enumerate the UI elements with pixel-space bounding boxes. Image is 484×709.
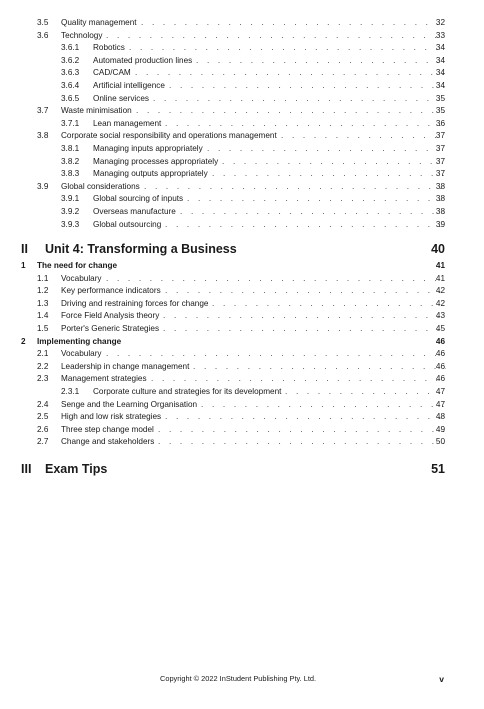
toc-entry-title: Senge and the Learning Organisation bbox=[61, 399, 198, 409]
toc-entry[interactable] bbox=[0, 411, 484, 424]
toc-entry-number: 3.8.3 bbox=[61, 169, 80, 179]
toc-entry[interactable] bbox=[0, 361, 484, 374]
toc-entry-page: 38 bbox=[435, 206, 445, 216]
dot-leader bbox=[222, 156, 446, 169]
dot-leader bbox=[193, 361, 446, 374]
toc-entry-page: 37 bbox=[435, 169, 445, 179]
toc-entry-number: 2 bbox=[21, 336, 26, 346]
toc-entry-page: 46 bbox=[435, 374, 445, 384]
toc-entry-title: Management strategies bbox=[61, 374, 147, 384]
toc-entry-title: CAD/CAM bbox=[93, 68, 131, 78]
toc-entry-title: Corporate social responsibility and operations management bbox=[61, 131, 277, 141]
toc-entry[interactable] bbox=[0, 105, 484, 118]
toc-entry-number: 3.8 bbox=[37, 131, 49, 141]
toc-entry[interactable] bbox=[0, 30, 484, 43]
toc-entry-number: 3.8.1 bbox=[61, 143, 80, 153]
toc-entry-number: 2.6 bbox=[37, 424, 49, 434]
toc-entry-title: Leadership in change management bbox=[61, 361, 190, 371]
toc-entry[interactable] bbox=[0, 181, 484, 194]
toc-entry-page: 36 bbox=[435, 118, 445, 128]
toc-entry-page: 35 bbox=[435, 106, 445, 116]
toc-entry-number: 2.3 bbox=[37, 374, 49, 384]
toc-entry-page: 42 bbox=[435, 298, 445, 308]
toc-entry-title: Online services bbox=[93, 93, 149, 103]
toc-entry-title: Three step change model bbox=[61, 424, 154, 434]
part-number: III bbox=[21, 462, 32, 476]
toc-entry-title: Global sourcing of inputs bbox=[93, 194, 184, 204]
toc-entry-number: 3.9.1 bbox=[61, 194, 80, 204]
toc-entry-number: 1.3 bbox=[37, 298, 49, 308]
toc-section-unit3 bbox=[0, 17, 484, 231]
toc-entry-title: Corporate culture and strategies for its development bbox=[93, 387, 282, 397]
toc-entry-page: 43 bbox=[435, 311, 445, 321]
dot-leader bbox=[141, 17, 446, 30]
toc-entry-number: 2.5 bbox=[37, 412, 49, 422]
toc-entry-number: 3.6.4 bbox=[61, 80, 80, 90]
toc-entry-page: 37 bbox=[435, 143, 445, 153]
toc-entry-page: 41 bbox=[435, 273, 445, 283]
dot-leader bbox=[207, 143, 446, 156]
toc-entry-title: Vocabulary bbox=[61, 349, 102, 359]
dot-leader bbox=[106, 30, 446, 43]
dot-leader bbox=[135, 67, 446, 80]
toc-entry-title: Vocabulary bbox=[61, 273, 102, 283]
copyright-notice: Copyright © 2022 InStudent Publishing Pty. Ltd. bbox=[160, 674, 317, 683]
dot-leader bbox=[212, 168, 446, 181]
toc-entry-page: 34 bbox=[435, 43, 445, 53]
toc-entry-page: 37 bbox=[435, 156, 445, 166]
toc-entry-page: 50 bbox=[435, 437, 445, 447]
toc-entry[interactable] bbox=[0, 42, 484, 55]
toc-entry-number: 1.5 bbox=[37, 324, 49, 334]
toc-entry[interactable] bbox=[0, 67, 484, 80]
dot-leader bbox=[285, 386, 446, 399]
toc-entry-number: 3.7 bbox=[37, 106, 49, 116]
toc-entry[interactable] bbox=[0, 373, 484, 386]
toc-entry-title: The need for change bbox=[37, 261, 118, 271]
toc-entry[interactable] bbox=[0, 260, 484, 273]
part-title: Unit 4: Transforming a Business bbox=[45, 242, 237, 257]
toc-entry-page: 38 bbox=[435, 194, 445, 204]
dot-leader bbox=[106, 348, 446, 361]
toc-entry[interactable] bbox=[0, 310, 484, 323]
toc-entry[interactable] bbox=[0, 156, 484, 169]
toc-entry-page: 46 bbox=[435, 349, 445, 359]
dot-leader bbox=[196, 55, 446, 68]
toc-entry[interactable] bbox=[0, 323, 484, 336]
toc-entry-title: Overseas manufacture bbox=[93, 206, 176, 216]
toc-entry[interactable] bbox=[0, 55, 484, 68]
toc-entry[interactable] bbox=[0, 336, 484, 349]
toc-part-heading[interactable] bbox=[0, 458, 484, 480]
toc-entry-number: 3.8.2 bbox=[61, 156, 80, 166]
toc-entry-number: 2.7 bbox=[37, 437, 49, 447]
toc-entry-number: 1 bbox=[21, 261, 26, 271]
toc-entry-page: 34 bbox=[435, 55, 445, 65]
toc-entry-page: 46 bbox=[435, 336, 445, 346]
toc-entry-number: 3.7.1 bbox=[61, 118, 80, 128]
toc-entry-number: 2.4 bbox=[37, 399, 49, 409]
toc-entry-title: Managing outputs appropriately bbox=[93, 169, 208, 179]
toc-entry-number: 3.5 bbox=[37, 18, 49, 27]
dot-leader bbox=[187, 193, 446, 206]
toc-entry[interactable] bbox=[0, 168, 484, 181]
toc-entry[interactable] bbox=[0, 193, 484, 206]
dot-leader bbox=[158, 424, 446, 437]
toc-entry[interactable] bbox=[0, 273, 484, 286]
toc-entry[interactable] bbox=[0, 386, 484, 399]
toc-section-unit4 bbox=[0, 260, 484, 449]
part-number: II bbox=[21, 242, 28, 257]
dot-leader bbox=[212, 298, 446, 311]
toc-entry-number: 2.1 bbox=[37, 349, 49, 359]
toc-entry[interactable] bbox=[0, 80, 484, 93]
toc-entry-page: 39 bbox=[435, 219, 445, 229]
toc-entry[interactable] bbox=[0, 143, 484, 156]
toc-entry-title: Global outsourcing bbox=[93, 219, 162, 229]
dot-leader bbox=[169, 80, 446, 93]
table-of-contents bbox=[0, 17, 484, 480]
dot-leader bbox=[163, 323, 446, 336]
dot-leader bbox=[129, 42, 446, 55]
toc-entry-title: High and low risk strategies bbox=[61, 412, 162, 422]
footer-page-number: v bbox=[439, 674, 444, 684]
toc-entry[interactable] bbox=[0, 17, 484, 30]
toc-entry-number: 3.9.2 bbox=[61, 206, 80, 216]
toc-entry-title: Managing processes appropriately bbox=[93, 156, 219, 166]
toc-entry[interactable] bbox=[0, 118, 484, 131]
toc-entry-number: 3.6.1 bbox=[61, 43, 80, 53]
dot-leader bbox=[158, 436, 446, 449]
toc-entry-title: Driving and restraining forces for change bbox=[61, 298, 209, 308]
toc-entry-number: 2.3.1 bbox=[61, 387, 80, 397]
toc-entry[interactable] bbox=[0, 348, 484, 361]
toc-entry-title: Technology bbox=[61, 30, 103, 40]
dot-leader bbox=[281, 130, 446, 143]
toc-entry[interactable] bbox=[0, 93, 484, 106]
toc-entry-page: 38 bbox=[435, 181, 445, 191]
toc-entry-number: 1.2 bbox=[37, 286, 49, 296]
toc-entry-title: Force Field Analysis theory bbox=[61, 311, 160, 321]
toc-entry-title: Automated production lines bbox=[93, 55, 193, 65]
toc-entry-page: 35 bbox=[435, 93, 445, 103]
toc-entry-title: Artificial intelligence bbox=[93, 80, 165, 90]
dot-leader bbox=[163, 310, 446, 323]
dot-leader bbox=[151, 373, 446, 386]
toc-entry-number: 1.1 bbox=[37, 273, 49, 283]
toc-entry-title: Implementing change bbox=[37, 336, 122, 346]
part-page-number: 51 bbox=[431, 462, 445, 476]
part-page-number: 40 bbox=[431, 242, 445, 257]
toc-entry[interactable] bbox=[0, 399, 484, 412]
toc-entry-number: 3.6.2 bbox=[61, 55, 80, 65]
toc-entry-page: 34 bbox=[435, 68, 445, 78]
toc-entry-page: 34 bbox=[435, 80, 445, 90]
toc-entry-number: 3.6 bbox=[37, 30, 49, 40]
toc-entry[interactable] bbox=[0, 436, 484, 449]
dot-leader bbox=[144, 181, 446, 194]
dot-leader bbox=[165, 118, 446, 131]
toc-entry[interactable] bbox=[0, 424, 484, 437]
toc-entry-page: 49 bbox=[435, 424, 445, 434]
toc-entry-number: 3.6.5 bbox=[61, 93, 80, 103]
toc-entry-page: 33 bbox=[435, 30, 445, 40]
toc-entry[interactable] bbox=[0, 130, 484, 143]
toc-entry[interactable] bbox=[0, 298, 484, 311]
toc-entry[interactable] bbox=[0, 285, 484, 298]
dot-leader bbox=[153, 93, 446, 106]
toc-entry-number: 2.2 bbox=[37, 361, 49, 371]
dot-leader bbox=[165, 411, 446, 424]
toc-entry-title: Quality management bbox=[61, 18, 137, 27]
toc-entry-title: Change and stakeholders bbox=[61, 437, 155, 447]
toc-entry-title: Managing inputs appropriately bbox=[93, 143, 203, 153]
toc-entry[interactable] bbox=[0, 219, 484, 232]
part-title: Exam Tips bbox=[45, 462, 108, 476]
dot-leader bbox=[180, 206, 446, 219]
toc-entry-page: 46 bbox=[435, 361, 445, 371]
toc-entry-page: 48 bbox=[435, 412, 445, 422]
toc-part-heading[interactable] bbox=[0, 238, 484, 260]
dot-leader bbox=[165, 219, 446, 232]
toc-entry-page: 41 bbox=[435, 261, 445, 271]
toc-entry-number: 3.9.3 bbox=[61, 219, 80, 229]
toc-entry-title: Key performance indicators bbox=[61, 286, 161, 296]
toc-entry-number: 3.6.3 bbox=[61, 68, 80, 78]
toc-entry-page: 45 bbox=[435, 324, 445, 334]
toc-entry-page: 47 bbox=[435, 387, 445, 397]
toc-entry-page: 32 bbox=[435, 18, 445, 27]
toc-entry-title: Porter's Generic Strategies bbox=[61, 324, 160, 334]
toc-entry-title: Global considerations bbox=[61, 181, 140, 191]
toc-entry-number: 3.9 bbox=[37, 181, 49, 191]
toc-entry-page: 42 bbox=[435, 286, 445, 296]
toc-entry[interactable] bbox=[0, 206, 484, 219]
toc-entry-page: 37 bbox=[435, 131, 445, 141]
toc-entry-title: Waste minimisation bbox=[61, 106, 132, 116]
toc-entry-title: Lean management bbox=[93, 118, 162, 128]
toc-entry-page: 47 bbox=[435, 399, 445, 409]
dot-leader bbox=[106, 273, 446, 286]
toc-entry-title: Robotics bbox=[93, 43, 125, 53]
dot-leader bbox=[136, 105, 446, 118]
dot-leader bbox=[201, 399, 446, 412]
toc-entry-number: 1.4 bbox=[37, 311, 49, 321]
dot-leader bbox=[165, 285, 446, 298]
